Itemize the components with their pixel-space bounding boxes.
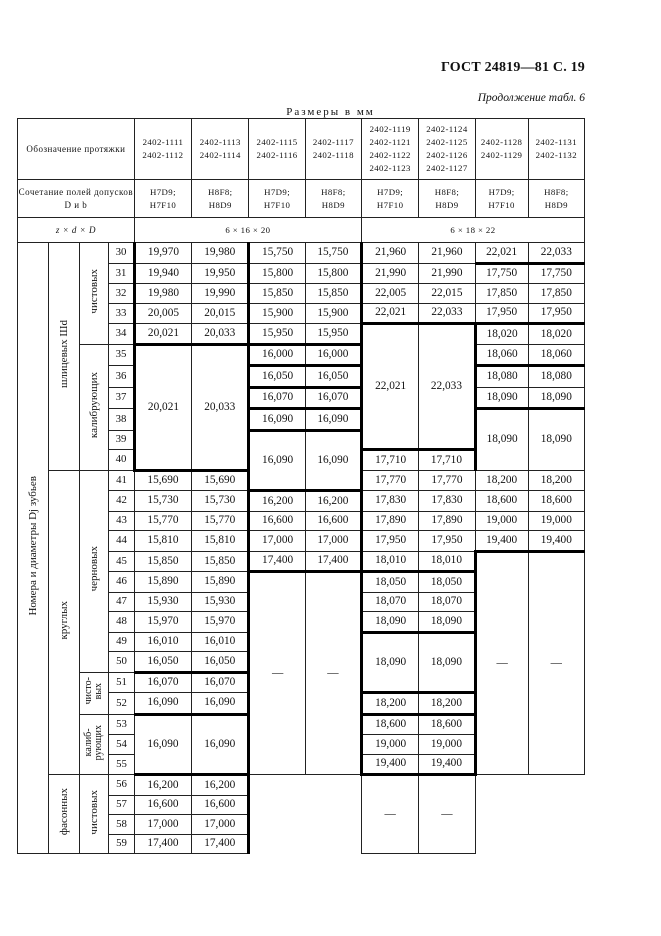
dash-cell: — <box>419 775 475 854</box>
sizes-caption: Размеры в мм <box>286 106 375 118</box>
cell: 15,810 <box>192 531 249 552</box>
row-number: 36 <box>109 366 135 388</box>
cell: 22,021 <box>475 243 528 264</box>
designation-2: 2402-1113 2402-1114 <box>192 119 249 180</box>
cell: 15,810 <box>134 531 191 552</box>
cell: 15,970 <box>134 612 191 633</box>
cell: 16,200 <box>305 491 361 512</box>
cell: 19,000 <box>419 735 475 755</box>
cell: 19,000 <box>475 511 528 531</box>
merged-cell: 20,033 <box>192 344 249 470</box>
cell: 17,400 <box>305 551 361 572</box>
row-number: 47 <box>109 592 135 612</box>
merged-cell: 16,090 <box>134 714 191 775</box>
cell: 19,980 <box>134 284 191 304</box>
row-number: 32 <box>109 284 135 304</box>
cell: 15,690 <box>192 470 249 491</box>
cell: 17,770 <box>419 470 475 491</box>
cell: 18,600 <box>361 714 418 735</box>
cell: 15,850 <box>249 284 305 304</box>
tolerance-7: H7D9; H7F10 <box>475 180 528 218</box>
tolerance-label: Сочетание полей допусков D и b <box>18 180 135 218</box>
cell: 19,980 <box>192 243 249 264</box>
cell: 20,033 <box>192 324 249 345</box>
cell: 17,000 <box>305 531 361 552</box>
merged-cell: 16,090 <box>192 714 249 775</box>
cell: 19,940 <box>134 263 191 284</box>
cell: 15,900 <box>305 303 361 324</box>
cell: 17,850 <box>528 284 584 304</box>
tolerance-4: H8F8; H8D9 <box>305 180 361 218</box>
cell: 16,000 <box>249 344 305 366</box>
cell: 15,750 <box>249 243 305 264</box>
cell: 15,930 <box>134 592 191 612</box>
merged-cell: 18,090 <box>528 409 584 471</box>
cell: 19,970 <box>134 243 191 264</box>
dash-cell: — <box>528 551 584 775</box>
cell: 18,200 <box>528 470 584 491</box>
cell: 17,830 <box>419 491 475 512</box>
cell: 22,021 <box>361 303 418 324</box>
row-number: 56 <box>109 775 135 796</box>
empty-area <box>305 775 361 854</box>
cell: 17,000 <box>134 815 191 835</box>
row-number: 44 <box>109 531 135 552</box>
cell: 18,070 <box>419 592 475 612</box>
designation-label: Обозначение протяжки <box>18 119 135 180</box>
row-number: 50 <box>109 652 135 673</box>
sub-calibrating-2: калиб- рующих <box>79 714 109 775</box>
cell: 19,400 <box>475 531 528 552</box>
cell: 16,050 <box>249 366 305 388</box>
cell: 15,770 <box>192 511 249 531</box>
cell: 15,970 <box>192 612 249 633</box>
row-number: 35 <box>109 344 135 366</box>
empty-area <box>475 775 528 854</box>
cell: 15,800 <box>305 263 361 284</box>
cell: 20,021 <box>134 324 191 345</box>
cell: 18,600 <box>419 714 475 735</box>
cell: 17,000 <box>249 531 305 552</box>
continuation-label: Продолжение табл. 6 <box>477 92 585 104</box>
cell: 18,010 <box>419 551 475 572</box>
row-axis-label: Номера и диаметры Dj зубьев <box>18 243 49 854</box>
cell: 18,070 <box>361 592 418 612</box>
cell: 18,090 <box>419 612 475 633</box>
sub-finishing-3: чистовых <box>79 775 109 854</box>
row-number: 42 <box>109 491 135 512</box>
cell: 18,600 <box>475 491 528 512</box>
cell: 17,400 <box>192 834 249 854</box>
empty-area <box>249 775 305 854</box>
row-number: 52 <box>109 693 135 715</box>
cell: 15,930 <box>192 592 249 612</box>
cell: 15,730 <box>134 491 191 512</box>
cell: 18,050 <box>419 572 475 593</box>
cell: 16,200 <box>134 775 191 796</box>
row-number: 39 <box>109 430 135 450</box>
cell: 19,400 <box>528 531 584 552</box>
merged-cell: 18,090 <box>419 632 475 693</box>
designation-3: 2402-1115 2402-1116 <box>249 119 305 180</box>
row-number: 51 <box>109 672 135 693</box>
cell: 15,850 <box>134 551 191 572</box>
cell: 17,950 <box>475 303 528 324</box>
designation-4: 2402-1117 2402-1118 <box>305 119 361 180</box>
cell: 16,070 <box>192 672 249 693</box>
cell: 18,090 <box>528 387 584 409</box>
cell: 18,200 <box>419 693 475 715</box>
merged-cell: 16,090 <box>249 430 305 491</box>
cell: 22,033 <box>419 303 475 324</box>
row-number: 45 <box>109 551 135 572</box>
cell: 15,770 <box>134 511 191 531</box>
cell: 16,070 <box>305 387 361 409</box>
cell: 18,200 <box>475 470 528 491</box>
cell: 19,400 <box>361 754 418 775</box>
tolerance-3: H7D9; H7F10 <box>249 180 305 218</box>
dash-cell: — <box>475 551 528 775</box>
cell: 16,090 <box>305 409 361 431</box>
merged-cell: 18,090 <box>361 632 418 693</box>
cell: 16,010 <box>192 632 249 652</box>
cell: 16,090 <box>192 693 249 715</box>
row-number: 41 <box>109 470 135 491</box>
sub-finishing: чистовых <box>79 243 109 345</box>
cell: 15,950 <box>249 324 305 345</box>
cell: 18,090 <box>475 387 528 409</box>
cell: 15,730 <box>192 491 249 512</box>
cell: 17,750 <box>475 263 528 284</box>
cell: 18,600 <box>528 491 584 512</box>
cell: 16,090 <box>249 409 305 431</box>
cell: 17,890 <box>361 511 418 531</box>
cell: 17,950 <box>528 303 584 324</box>
tolerance-6: H8F8; H8D9 <box>419 180 475 218</box>
cell: 16,600 <box>134 795 191 815</box>
cell: 16,090 <box>134 693 191 715</box>
cell: 21,990 <box>361 263 418 284</box>
cell: 16,050 <box>134 652 191 673</box>
tolerance-2: H8F8; H8D9 <box>192 180 249 218</box>
tolerance-5: H7D9; H7F10 <box>361 180 418 218</box>
cell: 22,005 <box>361 284 418 304</box>
cell: 21,960 <box>419 243 475 264</box>
row-number: 34 <box>109 324 135 345</box>
cell: 16,050 <box>192 652 249 673</box>
row-number: 38 <box>109 409 135 431</box>
cell: 21,960 <box>361 243 418 264</box>
group-splined: шлицевых Шd <box>48 243 79 471</box>
cell: 17,830 <box>361 491 418 512</box>
cell: 18,050 <box>361 572 418 593</box>
cell: 15,800 <box>249 263 305 284</box>
row-number: 37 <box>109 387 135 409</box>
cell: 17,400 <box>249 551 305 572</box>
designation-1: 2402-1111 2402-1112 <box>134 119 191 180</box>
sub-finishing-2: чисто- вых <box>79 672 109 714</box>
cell: 19,400 <box>419 754 475 775</box>
size-label: z × d × D <box>18 218 135 243</box>
cell: 16,600 <box>249 511 305 531</box>
cell: 17,890 <box>419 511 475 531</box>
empty-area <box>528 775 584 854</box>
cell: 16,000 <box>305 344 361 366</box>
cell: 17,770 <box>361 470 418 491</box>
cell: 16,070 <box>134 672 191 693</box>
dash-cell: — <box>249 572 305 775</box>
cell: 18,010 <box>361 551 418 572</box>
row-number: 30 <box>109 243 135 264</box>
row-number: 33 <box>109 303 135 324</box>
page-header: ГОСТ 24819—81 С. 19 <box>441 60 585 75</box>
cell: 18,080 <box>475 366 528 388</box>
tolerance-8: H8F8; H8D9 <box>528 180 584 218</box>
cell: 16,200 <box>249 491 305 512</box>
cell: 17,710 <box>419 450 475 471</box>
cell: 16,200 <box>192 775 249 796</box>
row-number: 43 <box>109 511 135 531</box>
cell: 19,000 <box>361 735 418 755</box>
sub-roughing: черновых <box>79 470 109 672</box>
row-number: 57 <box>109 795 135 815</box>
cell: 16,070 <box>249 387 305 409</box>
row-number: 55 <box>109 754 135 775</box>
designation-7: 2402-1128 2402-1129 <box>475 119 528 180</box>
cell: 19,990 <box>192 284 249 304</box>
cell: 18,020 <box>528 324 584 345</box>
cell: 17,950 <box>361 531 418 552</box>
row-number: 49 <box>109 632 135 652</box>
row-number: 54 <box>109 735 135 755</box>
cell: 16,600 <box>192 795 249 815</box>
sub-calibrating: калибрующих <box>79 344 109 470</box>
cell: 17,750 <box>528 263 584 284</box>
cell: 17,950 <box>419 531 475 552</box>
cell: 17,710 <box>361 450 418 471</box>
cell: 20,015 <box>192 303 249 324</box>
cell: 18,020 <box>475 324 528 345</box>
cell: 16,050 <box>305 366 361 388</box>
row-number: 31 <box>109 263 135 284</box>
size-group-1: 6 × 16 × 20 <box>134 218 361 243</box>
cell: 18,090 <box>361 612 418 633</box>
cell: 17,000 <box>192 815 249 835</box>
cell: 18,080 <box>528 366 584 388</box>
merged-cell: 20,021 <box>134 344 191 470</box>
designation-8: 2402-1131 2402-1132 <box>528 119 584 180</box>
cell: 15,890 <box>134 572 191 593</box>
row-number: 59 <box>109 834 135 854</box>
merged-cell: 22,033 <box>419 324 475 450</box>
cell: 22,033 <box>528 243 584 264</box>
cell: 16,600 <box>305 511 361 531</box>
cell: 18,060 <box>475 344 528 366</box>
group-round: круглых <box>48 470 79 775</box>
cell: 15,690 <box>134 470 191 491</box>
tooth-diameter-table <box>17 118 585 854</box>
dash-cell: — <box>361 775 418 854</box>
cell: 19,000 <box>528 511 584 531</box>
cell: 17,400 <box>134 834 191 854</box>
cell: 22,015 <box>419 284 475 304</box>
cell: 15,750 <box>305 243 361 264</box>
designation-5: 2402-1119 2402-1121 2402-1122 2402-1123 <box>361 119 418 180</box>
row-number: 48 <box>109 612 135 633</box>
cell: 15,850 <box>305 284 361 304</box>
cell: 19,950 <box>192 263 249 284</box>
merged-cell: 16,090 <box>305 430 361 491</box>
group-shaped: фасонных <box>48 775 79 854</box>
designation-6: 2402-1124 2402-1125 2402-1126 2402-1127 <box>419 119 475 180</box>
size-group-2: 6 × 18 × 22 <box>361 218 584 243</box>
row-number: 40 <box>109 450 135 471</box>
cell: 16,010 <box>134 632 191 652</box>
cell: 17,850 <box>475 284 528 304</box>
row-number: 46 <box>109 572 135 593</box>
cell: 18,200 <box>361 693 418 715</box>
dash-cell: — <box>305 572 361 775</box>
cell: 20,005 <box>134 303 191 324</box>
row-number: 53 <box>109 714 135 735</box>
cell: 15,900 <box>249 303 305 324</box>
cell: 18,060 <box>528 344 584 366</box>
cell: 21,990 <box>419 263 475 284</box>
cell: 15,850 <box>192 551 249 572</box>
cell: 15,890 <box>192 572 249 593</box>
cell: 15,950 <box>305 324 361 345</box>
merged-cell: 18,090 <box>475 409 528 471</box>
row-number: 58 <box>109 815 135 835</box>
merged-cell: 22,021 <box>361 324 418 450</box>
tolerance-1: H7D9; H7F10 <box>134 180 191 218</box>
